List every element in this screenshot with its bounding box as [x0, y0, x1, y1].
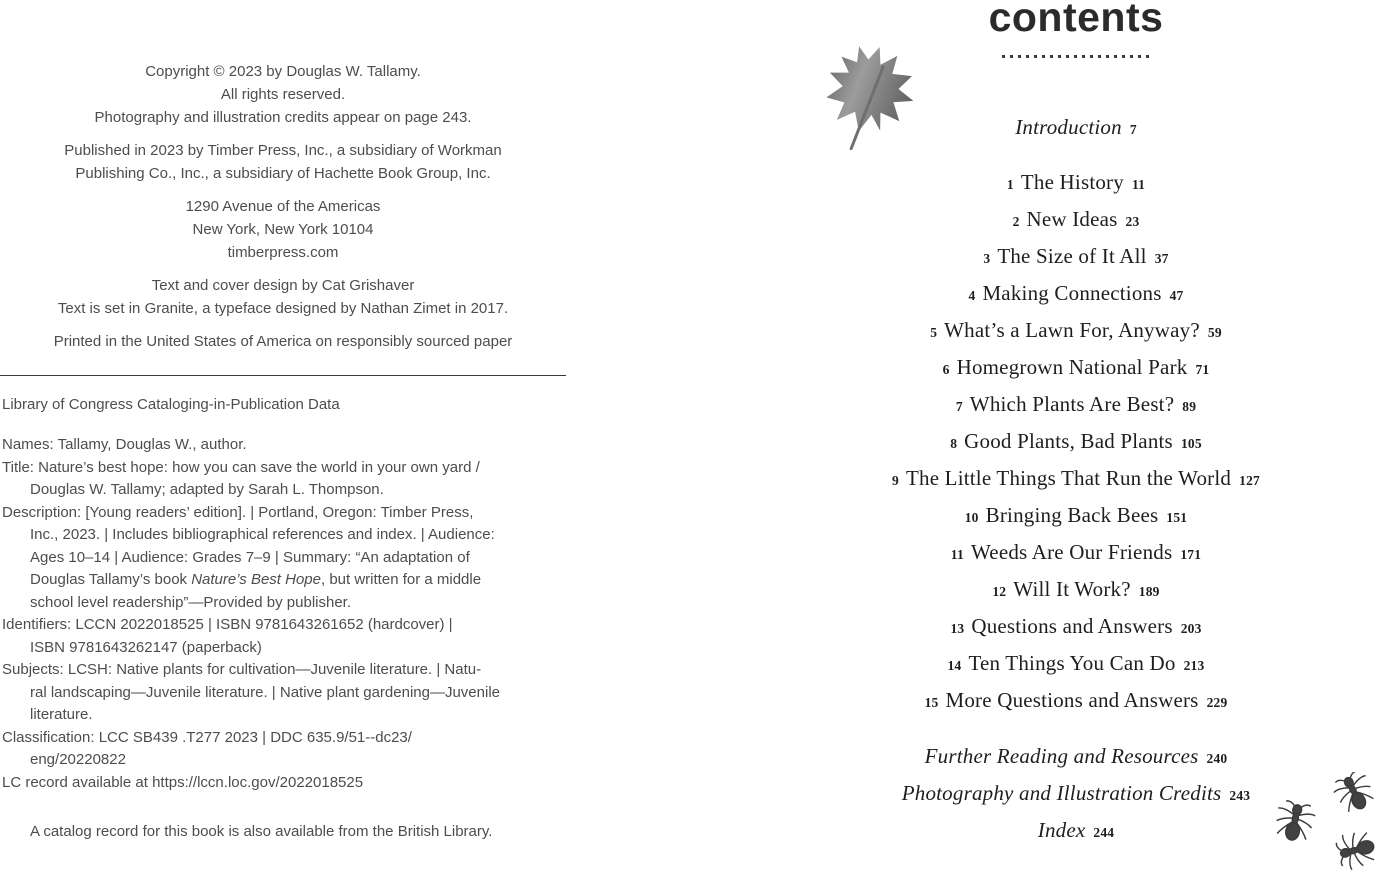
- catalog-line: [2, 772, 568, 795]
- catalog-text-run: Ages 10–14 | Audience: Grades 7–9 | Summary: “An adaptation of: [30, 548, 470, 566]
- chapter-title: More Questions and Answers: [945, 688, 1199, 712]
- copyright-line: Text and cover design by Cat Grishaver: [151, 277, 415, 294]
- catalog-line: [2, 637, 568, 660]
- catalog-line: [2, 547, 568, 570]
- chapter-title: The Size of It All: [997, 244, 1147, 268]
- catalog-line: [2, 704, 568, 727]
- chapter-title: Introduction: [1015, 115, 1122, 139]
- chapter-title: Further Reading and Resources: [924, 744, 1199, 768]
- chapter-page-number: 7: [1129, 122, 1137, 137]
- copyright-line: Printed in the United States of America on responsibly sourced paper: [53, 333, 513, 350]
- chapter-title: Will It Work?: [1013, 577, 1131, 601]
- chapter-page-number: 105: [1180, 436, 1202, 451]
- cip-catalog-block: [2, 434, 568, 794]
- chapter-title: Weeds Are Our Friends: [970, 540, 1173, 564]
- chapter-number: 12: [992, 584, 1007, 599]
- ant-icon: [1334, 828, 1378, 872]
- catalog-line: [2, 502, 568, 525]
- copyright-line: New York, New York 10104: [192, 221, 374, 238]
- chapter-title: Index: [1037, 818, 1086, 842]
- toc-chapter-row: [780, 614, 1372, 639]
- toc-chapter-row: [780, 281, 1372, 306]
- catalog-line: [2, 479, 568, 502]
- copyright-paragraph: [0, 330, 566, 353]
- chapter-number: 6: [942, 362, 950, 377]
- catalog-text-run: eng/20220822: [30, 751, 126, 768]
- copyright-paragraph: [0, 274, 566, 320]
- copyright-line: Publishing Co., Inc., a subsidiary of Hachette Book Group, Inc.: [75, 165, 491, 182]
- catalog-text-run: Inc., 2023. | Includes bibliographical references and index. | Audience:: [30, 526, 495, 543]
- catalog-line: [2, 592, 568, 615]
- copyright-line: timberpress.com: [227, 244, 339, 261]
- chapter-page-number: 59: [1207, 325, 1222, 340]
- chapter-page-number: 23: [1125, 214, 1140, 229]
- chapter-number: 13: [950, 621, 965, 636]
- toc-chapter-row: [780, 688, 1372, 713]
- divider-rule: [0, 375, 566, 376]
- contents-title: contents: [988, 0, 1164, 40]
- toc-chapter-row: [780, 318, 1372, 343]
- chapter-number: 8: [950, 436, 958, 451]
- chapter-title: New Ideas: [1026, 207, 1118, 231]
- chapter-title: Photography and Illustration Credits: [901, 781, 1222, 805]
- chapter-title: Ten Things You Can Do: [968, 651, 1176, 675]
- chapter-page-number: 47: [1169, 288, 1184, 303]
- chapter-number: 5: [930, 325, 938, 340]
- toc-chapter-row: [780, 540, 1372, 565]
- toc-back-item: [780, 744, 1372, 769]
- chapter-page-number: 240: [1206, 751, 1228, 766]
- toc-chapter-row: [780, 651, 1372, 676]
- chapter-number: 10: [964, 510, 979, 525]
- copyright-paragraph: [0, 139, 566, 185]
- copyright-line: 1290 Avenue of the Americas: [185, 198, 381, 215]
- chapter-title: The Little Things That Run the World: [905, 466, 1232, 490]
- maple-leaf-icon: [806, 40, 938, 156]
- chapter-page-number: 127: [1239, 473, 1260, 488]
- catalog-text-run: Douglas Tallamy’s book: [30, 571, 192, 588]
- catalog-text-run: Douglas W. Tallamy; adapted by Sarah L. Thompson.: [30, 481, 384, 498]
- ant-icon: [1272, 799, 1317, 844]
- ants-decoration: [1272, 772, 1384, 880]
- chapter-page-number: 37: [1154, 251, 1169, 266]
- catalog-text-run: Description: [Young readers’ edition]. | Portland, Oregon: Timber Press,: [2, 503, 474, 521]
- chapter-page-number: 151: [1166, 510, 1188, 525]
- copyright-line: Copyright © 2023 by Douglas W. Tallamy.: [145, 63, 421, 80]
- catalog-text-run: Nature’s Best Hope: [191, 571, 321, 588]
- chapter-title: The History: [1020, 170, 1124, 194]
- catalog-line: [2, 659, 568, 682]
- british-library-note: A catalog record for this book is also available from the British Library.: [30, 823, 493, 840]
- toc-chapter-row: [780, 503, 1372, 528]
- chapter-title: Good Plants, Bad Plants: [964, 429, 1173, 453]
- catalog-line: [2, 434, 568, 457]
- chapter-page-number: 89: [1182, 399, 1197, 414]
- catalog-text-run: Names: Tallamy, Douglas W., author.: [2, 436, 247, 453]
- toc-chapter-row: [780, 207, 1372, 232]
- chapter-title: Bringing Back Bees: [985, 503, 1159, 527]
- catalog-text-run: , but written for a middle: [321, 571, 482, 588]
- chapter-number: 15: [924, 695, 939, 710]
- toc-chapter-row: [780, 244, 1372, 269]
- chapter-page-number: 244: [1093, 825, 1115, 840]
- catalog-line: [2, 524, 568, 547]
- toc-chapter-row: [780, 170, 1372, 195]
- chapter-number: 9: [892, 473, 899, 488]
- copyright-line: All rights reserved.: [220, 86, 346, 103]
- catalog-line: [2, 569, 568, 592]
- ant-icon: [1330, 772, 1379, 817]
- chapter-page-number: 189: [1138, 584, 1160, 599]
- chapter-title: Questions and Answers: [971, 614, 1173, 638]
- copyright-page: [0, 0, 600, 880]
- chapter-title: Which Plants Are Best?: [969, 392, 1175, 416]
- chapter-number: 4: [968, 288, 976, 303]
- catalog-text-run: Subjects: LCSH: Native plants for cultivation—Juvenile literature. | Natu-: [2, 661, 482, 678]
- catalog-text-run: ISBN 9781643262147 (paperback): [30, 638, 262, 656]
- copyright-line: Published in 2023 by Timber Press, Inc., a subsidiary of Workman: [64, 142, 502, 159]
- catalog-text-run: Identifiers: LCCN 2022018525 | ISBN 9781643261652 (hardcover) |: [2, 616, 453, 633]
- catalog-text-run: ral landscaping—Juvenile literature. | Native plant gardening—Juvenile: [30, 683, 500, 701]
- chapter-number: 1: [1006, 177, 1014, 192]
- toc-chapter-row: [780, 466, 1372, 491]
- toc-chapter-row: [780, 577, 1372, 602]
- catalog-line: [2, 457, 568, 480]
- copyright-block: [0, 60, 566, 363]
- catalog-text-run: literature.: [30, 706, 93, 723]
- toc-chapter-row: [780, 429, 1372, 454]
- catalog-text-run: Classification: LCC SB439 .T277 2023 | DDC 635.9/51--dc23/: [2, 728, 412, 746]
- toc-chapter-row: [780, 392, 1372, 417]
- catalog-text-run: school level readership”—Provided by publisher.: [30, 593, 352, 611]
- copyright-paragraph: [0, 60, 566, 129]
- chapter-number: 2: [1012, 214, 1020, 229]
- chapter-page-number: 243: [1229, 788, 1251, 803]
- catalog-text-run: Title: Nature’s best hope: how you can save the world in your own yard /: [2, 458, 480, 476]
- chapter-number: 7: [955, 399, 963, 414]
- chapter-title: Making Connections: [982, 281, 1162, 305]
- chapter-number: 11: [950, 547, 964, 562]
- toc-chapter-row: [780, 355, 1372, 380]
- chapter-page-number: 213: [1183, 658, 1205, 673]
- loc-heading: Library of Congress Cataloging-in-Publication Data: [2, 396, 340, 413]
- catalog-text-run: LC record available at https://lccn.loc.gov/2022018525: [2, 773, 364, 791]
- copyright-paragraph: [0, 195, 566, 264]
- dotted-divider: [1002, 55, 1152, 58]
- chapter-number: 14: [947, 658, 962, 673]
- catalog-line: [2, 749, 568, 772]
- chapter-title: What’s a Lawn For, Anyway?: [944, 318, 1200, 342]
- copyright-line: Photography and illustration credits appear on page 243.: [94, 109, 472, 126]
- catalog-line: [2, 727, 568, 750]
- chapter-page-number: 203: [1180, 621, 1202, 636]
- copyright-line: Text is set in Granite, a typeface designed by Nathan Zimet in 2017.: [57, 300, 509, 317]
- chapter-number: 3: [983, 251, 991, 266]
- chapter-page-number: 171: [1180, 547, 1202, 562]
- chapter-page-number: 71: [1195, 362, 1210, 377]
- chapter-title: Homegrown National Park: [956, 355, 1188, 379]
- chapter-page-number: 11: [1131, 177, 1146, 192]
- catalog-line: [2, 682, 568, 705]
- chapter-page-number: 229: [1206, 695, 1228, 710]
- catalog-line: [2, 614, 568, 637]
